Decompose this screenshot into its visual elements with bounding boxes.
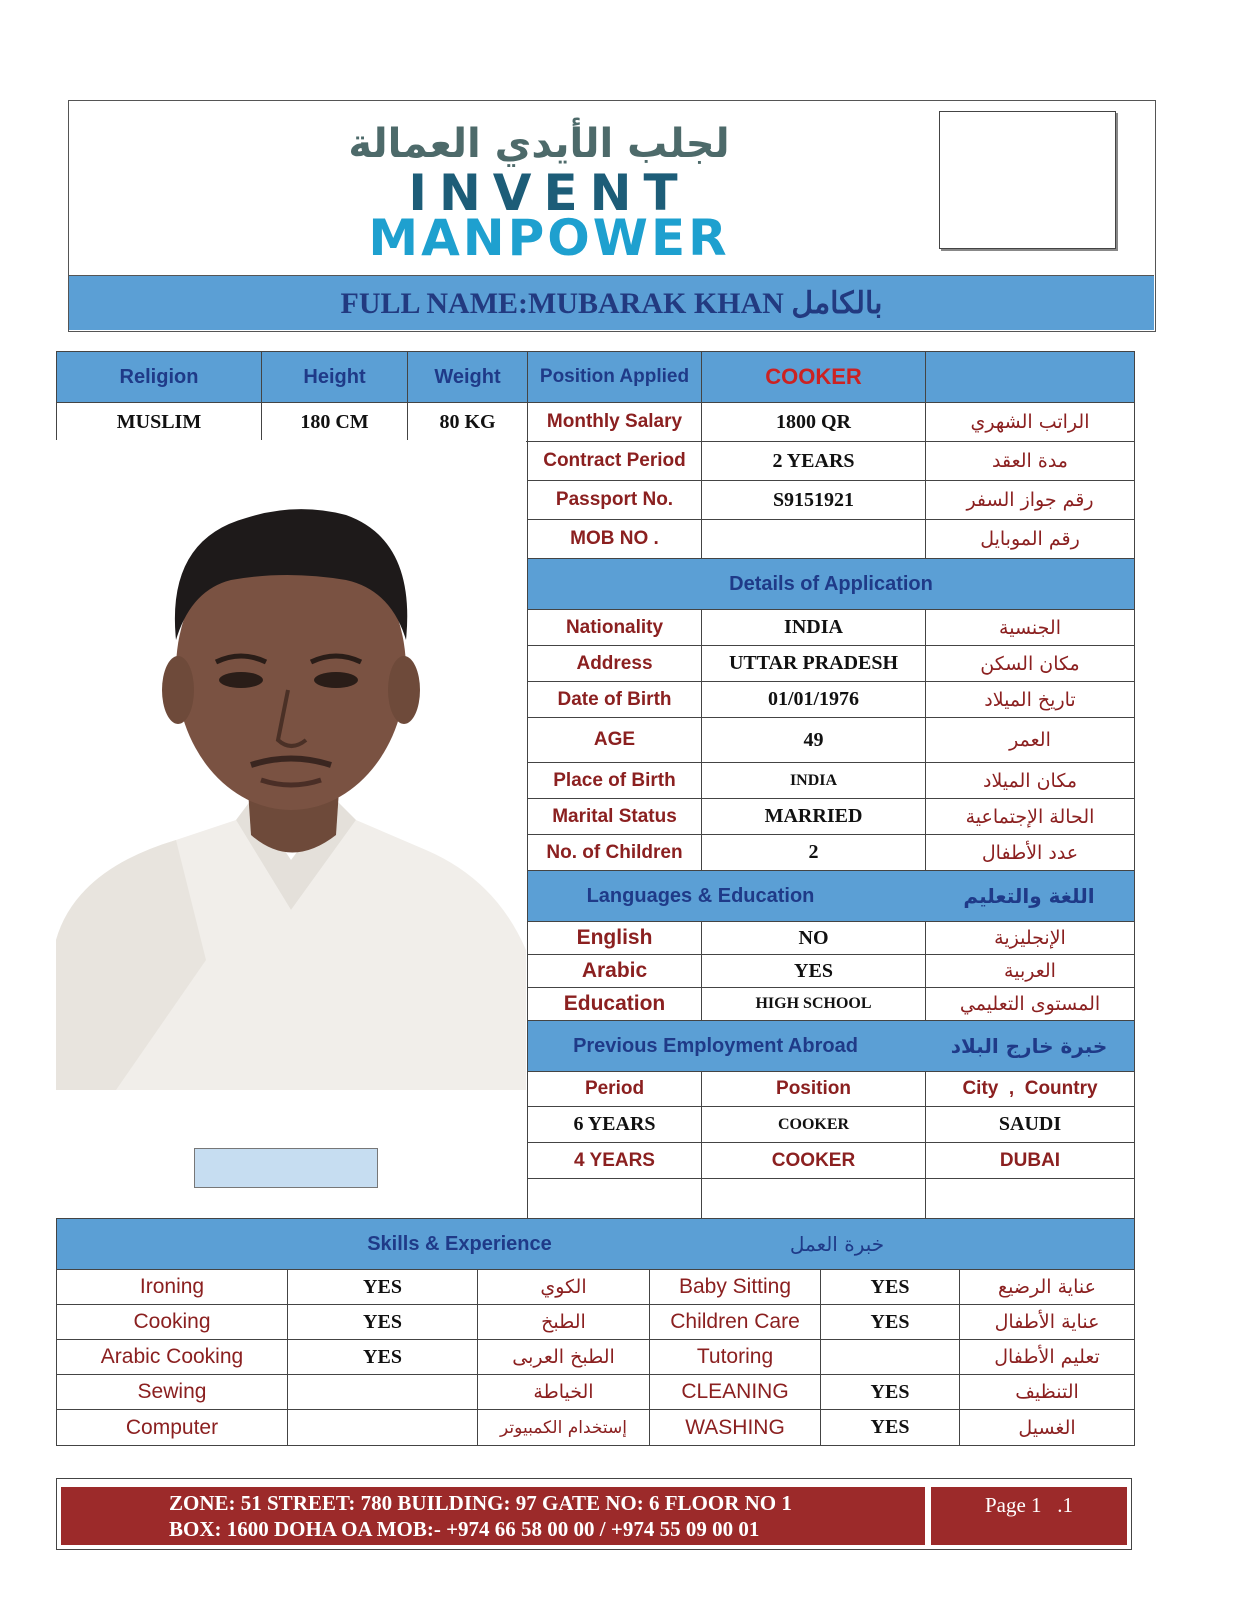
mob-no-arabic: رقم الموبايل [925, 519, 1135, 559]
contract-period-value: 2 YEARS [701, 441, 926, 481]
children-label: No. of Children [527, 834, 702, 871]
position-applied-header: Position Applied [527, 351, 702, 403]
passport-no-label: Passport No. [527, 480, 702, 520]
prev-employment-header [527, 1020, 1135, 1072]
skills-title-arabic: خبرة العمل [789, 1232, 885, 1256]
arabic-value: YES [701, 954, 926, 988]
footer-address-line-1: ZONE: 51 STREET: 780 BUILDING: 97 GATE NO: 6 FLOOR NO 1 [169, 1491, 792, 1515]
contract-period-arabic: مدة العقد [925, 441, 1135, 481]
prev-job-1-position: COOKER [701, 1106, 926, 1143]
english-label: English [527, 921, 702, 955]
skill-washing-label: WASHING [649, 1409, 821, 1446]
city-country-column-header: City , Country [925, 1071, 1135, 1107]
arabic-arabic: العربية [925, 954, 1135, 988]
prev-job-3-country [925, 1178, 1135, 1219]
dob-value: 01/01/1976 [701, 681, 926, 718]
skill-tutoring-value [820, 1339, 960, 1375]
skill-washing-value: YES [820, 1409, 960, 1446]
prev-job-1-period: 6 YEARS [527, 1106, 702, 1143]
skill-computer-arabic: إستخدام الكمبيوتر [477, 1409, 650, 1446]
dob-label: Date of Birth [527, 681, 702, 718]
details-header: Details of Application [527, 558, 1135, 610]
nationality-label: Nationality [527, 609, 702, 646]
marital-status-label: Marital Status [527, 798, 702, 835]
height-value: 180 CM [261, 402, 408, 442]
period-column-header: Period [527, 1071, 702, 1107]
skill-computer-label: Computer [56, 1409, 288, 1446]
skill-washing-arabic: الغسيل [959, 1409, 1135, 1446]
place-of-birth-label: Place of Birth [527, 762, 702, 799]
logo-arabic-text: لجلب الأيدي العمالة [348, 121, 730, 167]
passport-no-value: S9151921 [701, 480, 926, 520]
arabic-label: Arabic [527, 954, 702, 988]
prev-job-1-country: SAUDI [925, 1106, 1135, 1143]
mob-no-value [701, 519, 926, 559]
children-value: 2 [701, 834, 926, 871]
skill-cooking-value: YES [287, 1304, 478, 1340]
religion-header: Religion [56, 351, 262, 403]
prev-job-2-position: COOKER [701, 1142, 926, 1179]
skill-sewing-arabic: الخياطة [477, 1374, 650, 1410]
logo-invent-text: INVENT [408, 164, 690, 222]
prev-employment-title: Previous Employment Abroad [573, 1034, 858, 1057]
skill-sewing-value [287, 1374, 478, 1410]
skill-cleaning-value: YES [820, 1374, 960, 1410]
age-value: 49 [701, 717, 926, 763]
passport-no-arabic: رقم جواز السفر [925, 480, 1135, 520]
languages-title: Languages & Education [586, 884, 815, 907]
languages-title-arabic: اللغة والتعليم [963, 884, 1095, 908]
skill-ironing-arabic: الكوي [477, 1269, 650, 1305]
place-of-birth-value: INDIA [701, 762, 926, 799]
age-label: AGE [527, 717, 702, 763]
english-arabic: الإنجليزية [925, 921, 1135, 955]
marital-status-arabic: الحالة الإجتماعية [925, 798, 1135, 835]
page-number: Page 1 .1 [931, 1487, 1127, 1545]
prev-job-2-country: DUBAI [925, 1142, 1135, 1179]
skill-ironing-value: YES [287, 1269, 478, 1305]
skill-cleaning-arabic: التنظيف [959, 1374, 1135, 1410]
skill-arabic-cooking-arabic: الطبخ العربى [477, 1339, 650, 1375]
prev-employment-title-arabic: خبرة خارج البلاد [950, 1034, 1108, 1058]
name-caption-box [194, 1148, 378, 1188]
skill-cleaning-label: CLEANING [649, 1374, 821, 1410]
dob-arabic: تاريخ الميلاد [925, 681, 1135, 718]
prev-job-2-period: 4 YEARS [527, 1142, 702, 1179]
skills-title: Skills & Experience [367, 1232, 552, 1255]
footer-address-line-2: BOX: 1600 DOHA OA MOB:- +974 66 58 00 00 / +974 55 09 00 01 [169, 1517, 760, 1541]
address-label: Address [527, 645, 702, 682]
skill-baby-sitting-arabic: عناية الرضيع [959, 1269, 1135, 1305]
age-arabic: العمر [925, 717, 1135, 763]
full-name-bar: FULL NAME:MUBARAK KHAN بالكامل [69, 275, 1154, 330]
prev-job-3-period [527, 1178, 702, 1219]
nationality-value: INDIA [701, 609, 926, 646]
skill-baby-sitting-label: Baby Sitting [649, 1269, 821, 1305]
marital-status-value: MARRIED [701, 798, 926, 835]
education-value: HIGH SCHOOL [701, 987, 926, 1021]
position-applied-value: COOKER [701, 351, 926, 403]
skill-cooking-arabic: الطبخ [477, 1304, 650, 1340]
applicant-photo [56, 440, 526, 1090]
contract-period-label: Contract Period [527, 441, 702, 481]
education-label: Education [527, 987, 702, 1021]
skill-children-care-arabic: عناية الأطفال [959, 1304, 1135, 1340]
nationality-arabic: الجنسية [925, 609, 1135, 646]
skill-arabic-cooking-value: YES [287, 1339, 478, 1375]
skill-tutoring-arabic: تعليم الأطفال [959, 1339, 1135, 1375]
skill-computer-value [287, 1409, 478, 1446]
skill-children-care-value: YES [820, 1304, 960, 1340]
monthly-salary-value: 1800 QR [701, 402, 926, 442]
header-box [68, 100, 1156, 332]
position-column-header: Position [701, 1071, 926, 1107]
prev-job-3-position [701, 1178, 926, 1219]
skill-tutoring-label: Tutoring [649, 1339, 821, 1375]
children-arabic: عدد الأطفال [925, 834, 1135, 871]
logo-manpower-text: MANPOWER [368, 209, 730, 267]
skills-header [56, 1218, 1135, 1270]
position-blank-cell [925, 351, 1135, 403]
footer-address [61, 1487, 925, 1545]
education-arabic: المستوى التعليمي [925, 987, 1135, 1021]
address-value: UTTAR PRADESH [701, 645, 926, 682]
passport-photo-placeholder [939, 111, 1116, 249]
address-arabic: مكان السكن [925, 645, 1135, 682]
skill-baby-sitting-value: YES [820, 1269, 960, 1305]
height-header: Height [261, 351, 408, 403]
religion-value: MUSLIM [56, 402, 262, 442]
monthly-salary-label: Monthly Salary [527, 402, 702, 442]
footer [56, 1478, 1132, 1550]
place-of-birth-arabic: مكان الميلاد [925, 762, 1135, 799]
skill-ironing-label: Ironing [56, 1269, 288, 1305]
weight-value: 80 KG [407, 402, 528, 442]
weight-header: Weight [407, 351, 528, 403]
skill-children-care-label: Children Care [649, 1304, 821, 1340]
mob-no-label: MOB NO . [527, 519, 702, 559]
monthly-salary-arabic: الراتب الشهري [925, 402, 1135, 442]
english-value: NO [701, 921, 926, 955]
skill-arabic-cooking-label: Arabic Cooking [56, 1339, 288, 1375]
languages-header [527, 870, 1135, 922]
skill-sewing-label: Sewing [56, 1374, 288, 1410]
skill-cooking-label: Cooking [56, 1304, 288, 1340]
